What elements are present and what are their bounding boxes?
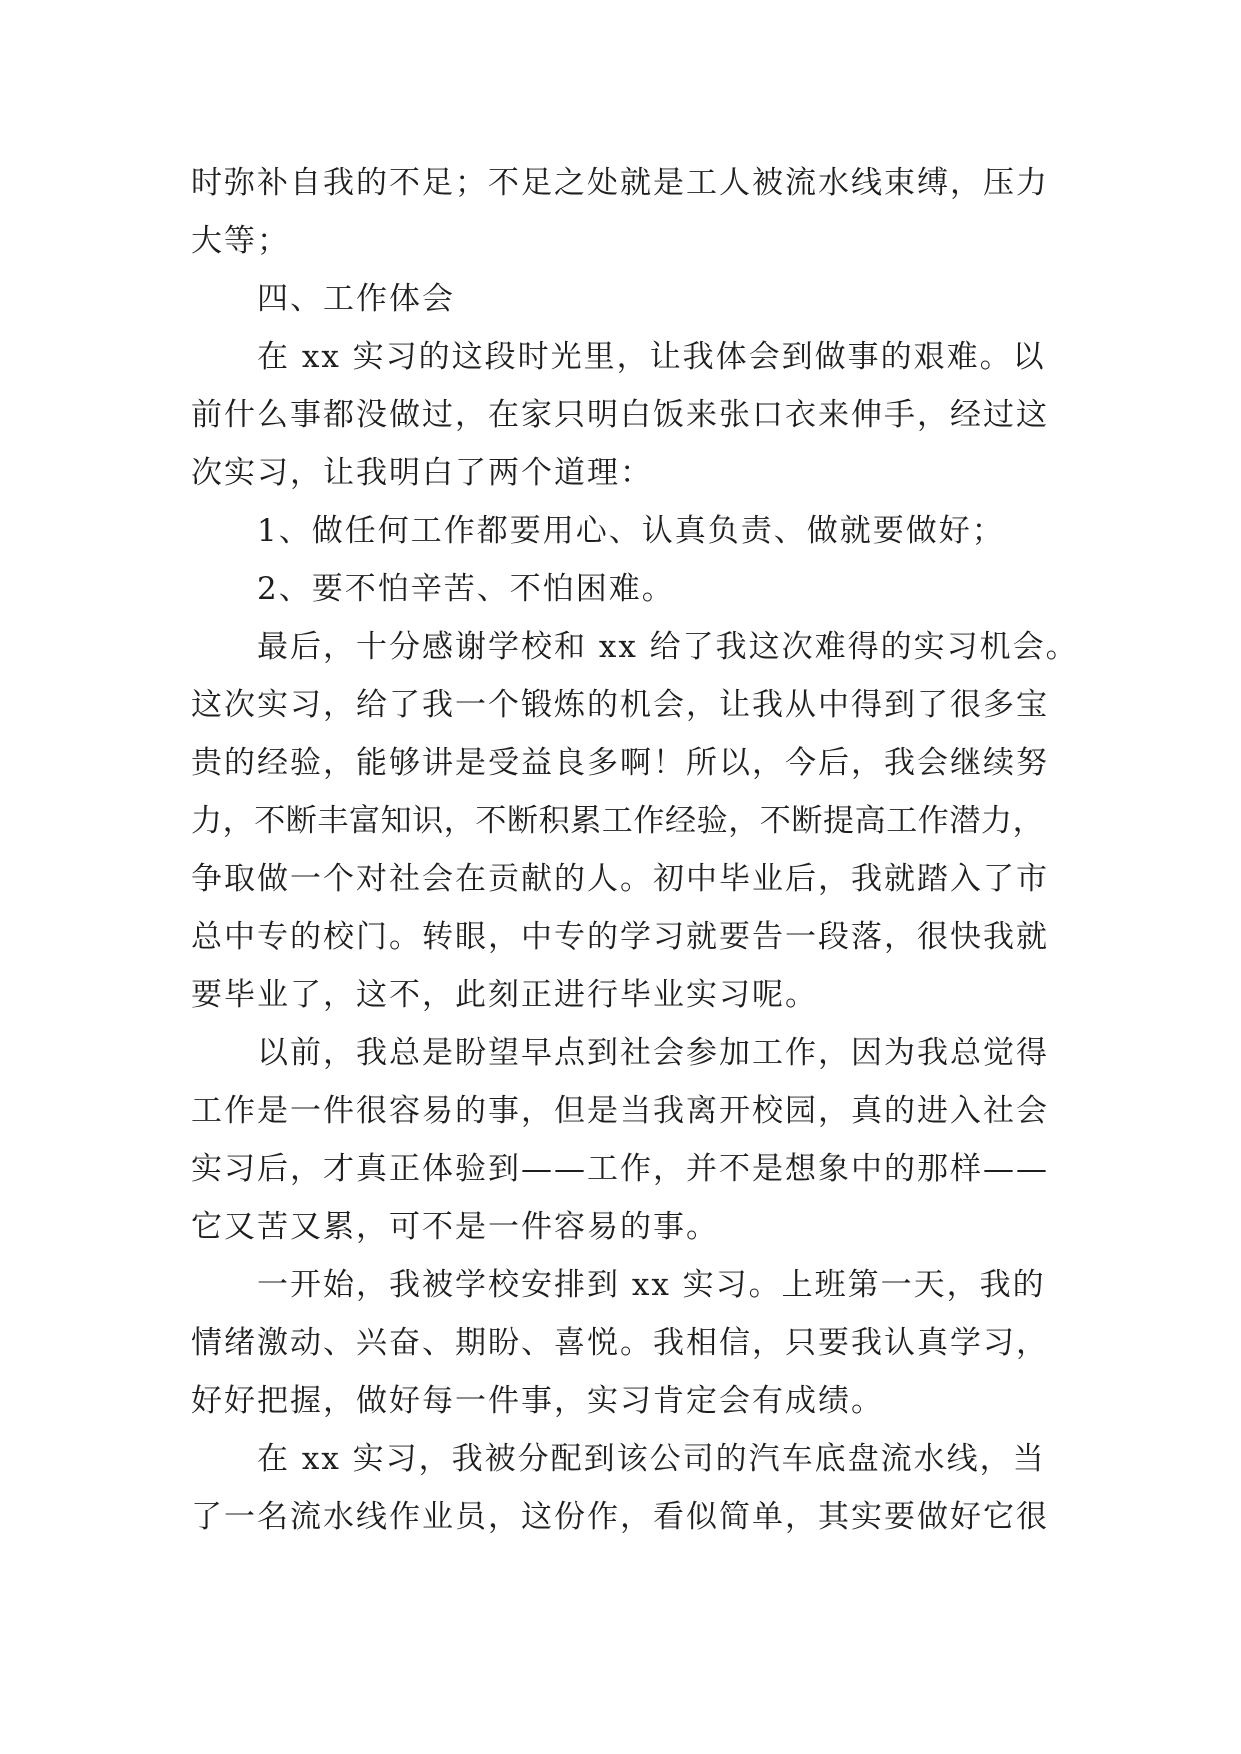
text-line: 工作是一件很容易的事，但是当我离开校园，真的进入社会: [191, 1093, 1049, 1129]
section-heading: [191, 270, 1151, 328]
paragraph-continued: [191, 154, 1151, 270]
text-line: 在 xx 实习，我被分配到该公司的汽车底盘流水线，当: [257, 1441, 1046, 1477]
section-heading-text: 四、工作体会: [257, 281, 455, 317]
text-line: 要毕业了，这不，此刻正进行毕业实习呢。: [191, 977, 818, 1013]
text-line: 贵的经验，能够讲是受益良多啊！所以，今后，我会继续努: [191, 745, 1049, 781]
text-line: 一开始，我被学校安排到 xx 实习。上班第一天，我的: [257, 1267, 1046, 1303]
text-line: 1、做任何工作都要用心、认真负责、做就要做好；: [257, 513, 1005, 549]
text-line: 力，不断丰富知识，不断积累工作经验，不断提高工作潜力，: [191, 803, 1045, 839]
text-line: 情绪激动、兴奋、期盼、喜悦。我相信，只要我认真学习，: [191, 1325, 1049, 1361]
text-line: 前什么事都没做过，在家只明白饭来张口衣来伸手，经过这: [191, 397, 1049, 433]
text-line: 2、要不怕辛苦、不怕困难。: [257, 571, 675, 607]
document-body: [191, 154, 1151, 1546]
list-item: [191, 502, 1151, 560]
text-line: 以前，我总是盼望早点到社会参加工作，因为我总觉得: [257, 1035, 1049, 1071]
paragraph: [191, 1430, 1151, 1546]
text-line: 时弥补自我的不足；不足之处就是工人被流水线束缚，压力: [191, 165, 1049, 201]
text-line: 实习后，才真正体验到——工作，并不是想象中的那样——: [191, 1151, 1049, 1187]
paragraph: [191, 1024, 1151, 1256]
paragraph: [191, 1256, 1151, 1430]
paragraph: [191, 618, 1151, 1024]
list-item: [191, 560, 1151, 618]
text-line: 最后，十分感谢学校和 xx 给了我这次难得的实习机会。: [257, 629, 1079, 665]
text-line: 争取做一个对社会在贡献的人。初中毕业后，我就踏入了市: [191, 861, 1049, 897]
text-line: 在 xx 实习的这段时光里，让我体会到做事的艰难。以: [257, 339, 1046, 375]
text-line: 好好把握，做好每一件事，实习肯定会有成绩。: [191, 1383, 884, 1419]
text-line: 次实习，让我明白了两个道理：: [191, 455, 653, 491]
text-line: 它又苦又累，可不是一件容易的事。: [191, 1209, 719, 1245]
text-line: 大等；: [191, 223, 290, 259]
paragraph: [191, 328, 1151, 502]
text-line: 总中专的校门。转眼，中专的学习就要告一段落，很快我就: [191, 919, 1049, 955]
text-line: 这次实习，给了我一个锻炼的机会，让我从中得到了很多宝: [191, 687, 1049, 723]
text-line: 了一名流水线作业员，这份作，看似简单，其实要做好它很: [191, 1499, 1049, 1535]
